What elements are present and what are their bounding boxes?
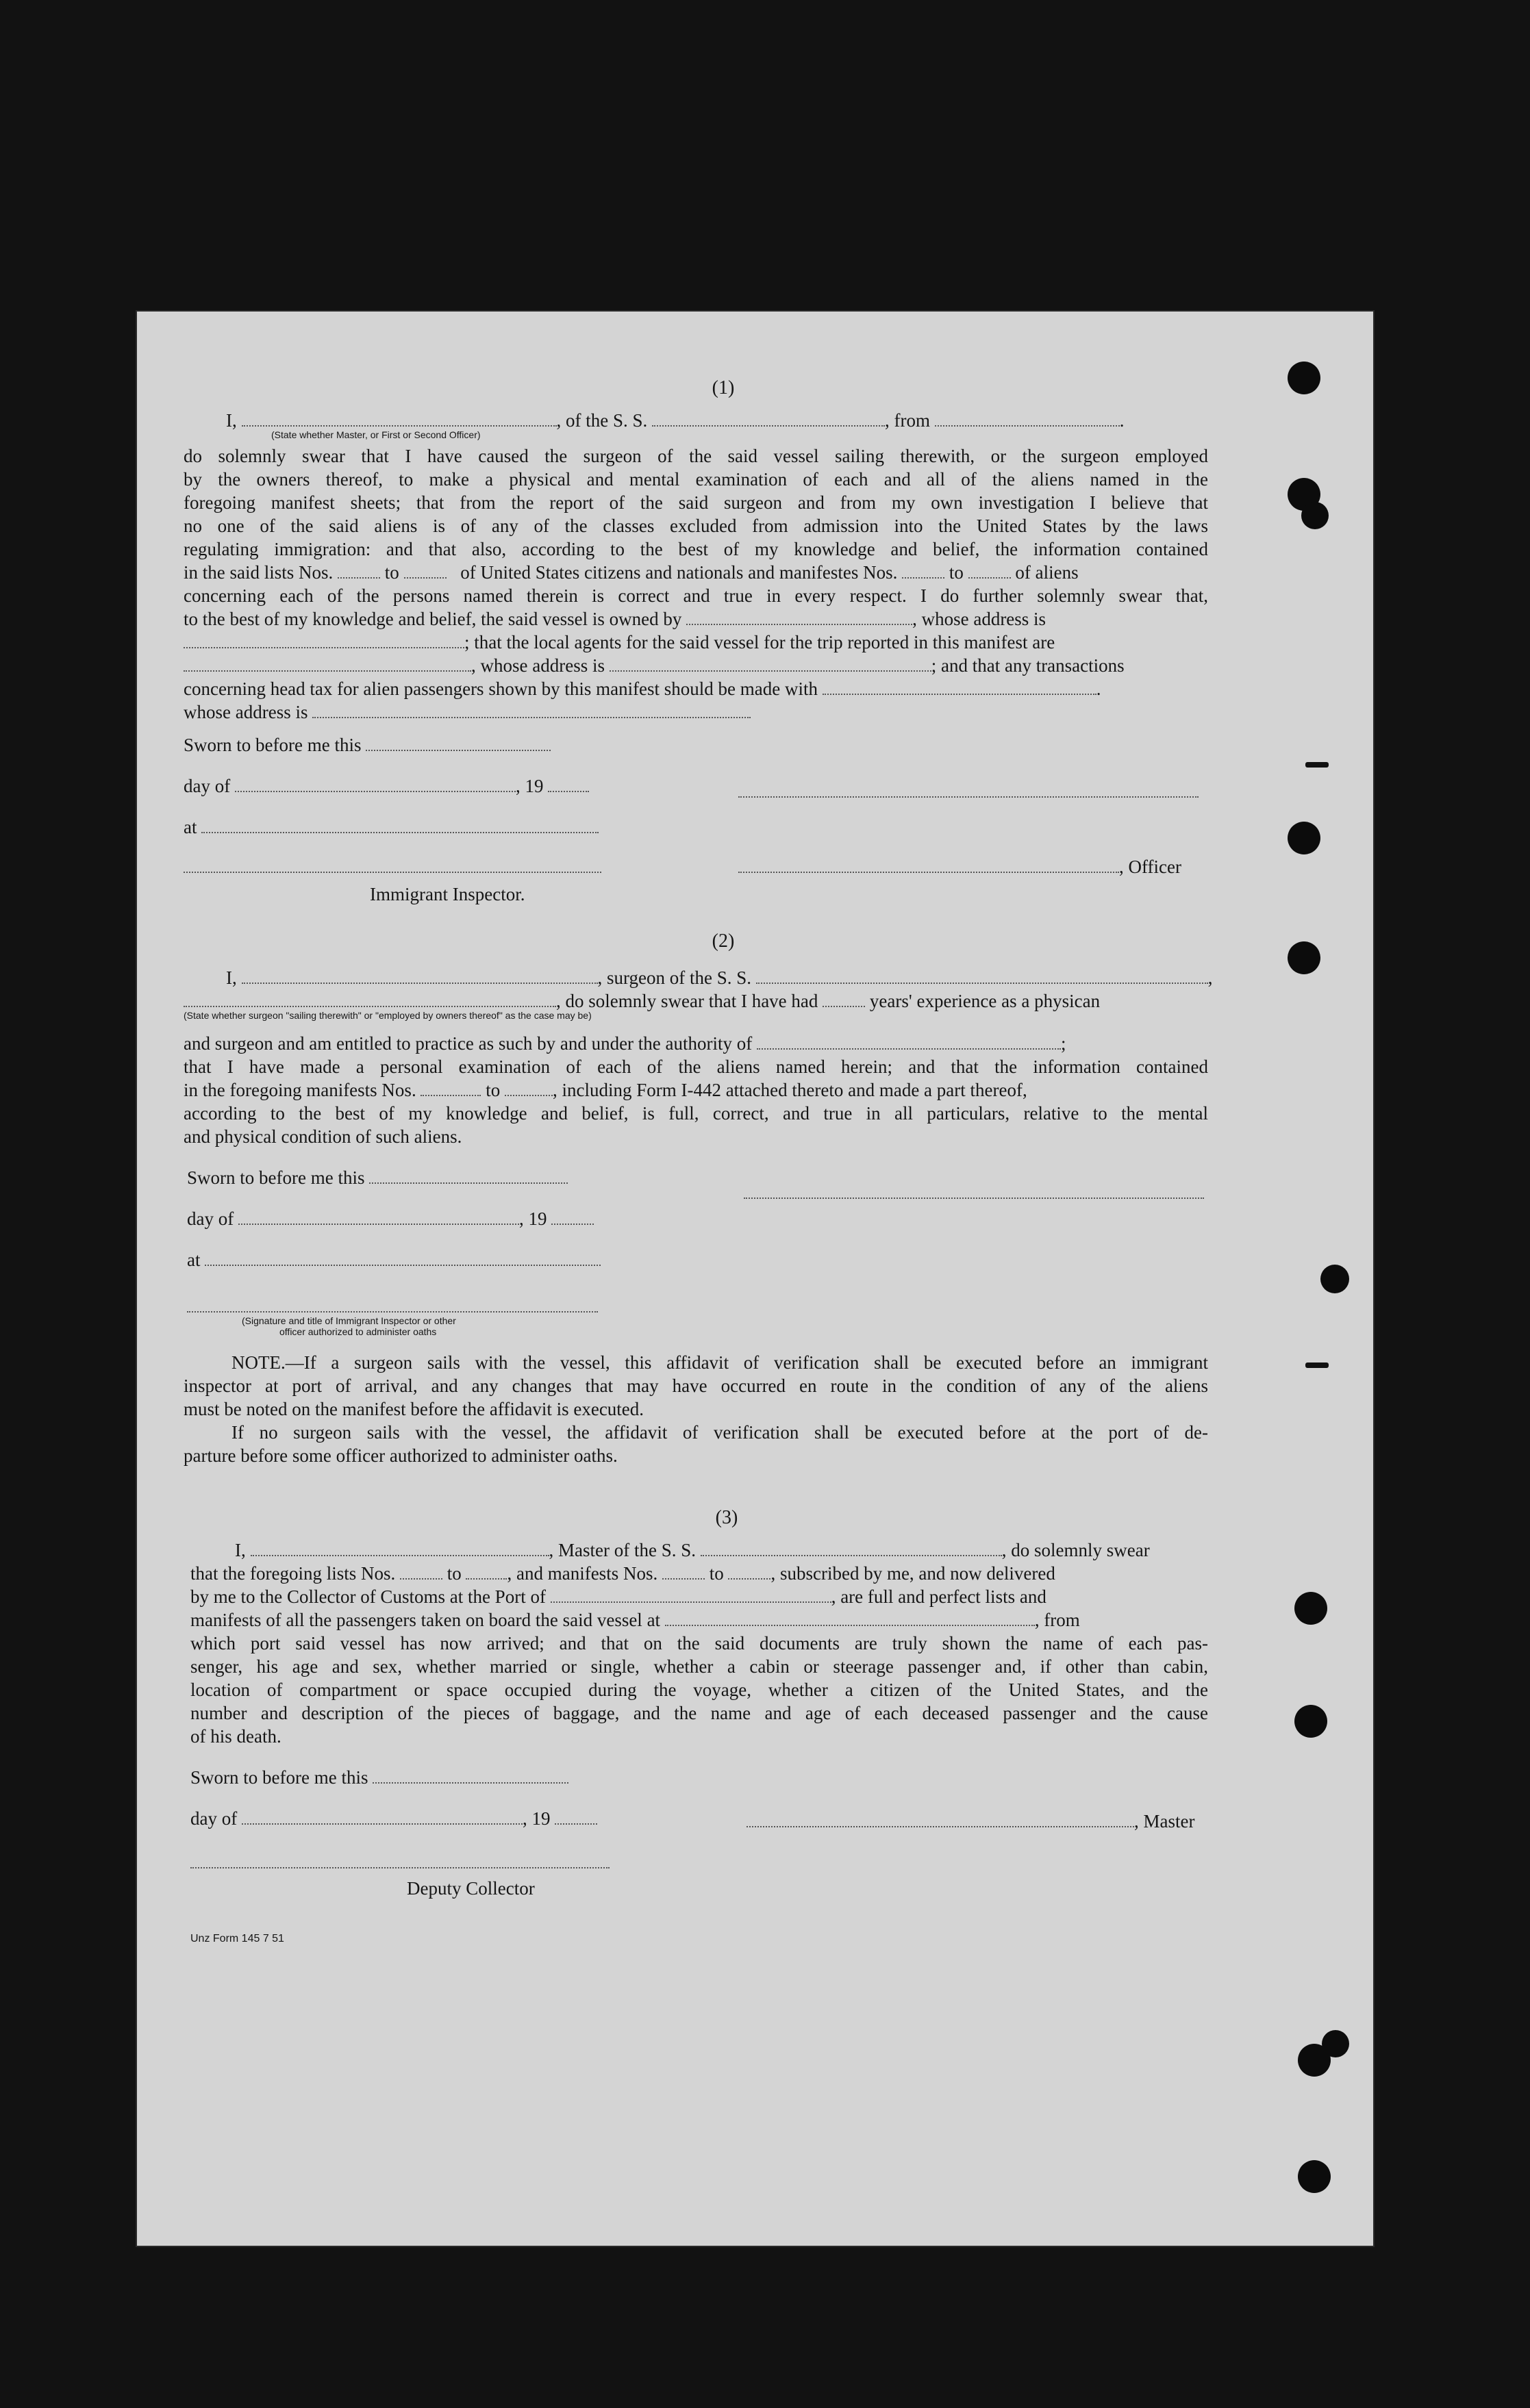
text-owned-by: to the best of my knowledge and belief, the said vessel is owned by bbox=[184, 609, 682, 629]
text-of-aliens: of aliens bbox=[1015, 562, 1079, 583]
text-of-ss: , of the S. S. bbox=[556, 410, 648, 431]
officer-signature-line bbox=[738, 855, 1181, 878]
text-lists-nos: that the foregoing lists Nos. bbox=[190, 1563, 396, 1584]
body-line-authority bbox=[184, 1032, 1208, 1055]
section-2-body bbox=[184, 1032, 1208, 1148]
month-field[interactable] bbox=[235, 777, 516, 792]
manifests-to-field[interactable] bbox=[505, 1081, 553, 1096]
body-line: regulating immigration: and that also, according to the best of my knowledge and belief, the information contained bbox=[184, 539, 1208, 559]
signature-hint-2: officer authorized to administer oaths bbox=[279, 1326, 437, 1337]
body-line: senger, his age and sex, whether married or single, whether a cabin or steerage passenger and, if other than cabin, bbox=[190, 1656, 1208, 1677]
from-port-field[interactable] bbox=[935, 411, 1120, 427]
section-3-signatures bbox=[184, 1766, 1208, 1916]
owner-address-field[interactable] bbox=[184, 633, 464, 648]
form-content bbox=[184, 377, 1213, 1945]
text-i: I, bbox=[226, 410, 237, 431]
body-line: of his death. bbox=[190, 1726, 281, 1747]
text-to: to bbox=[447, 1563, 462, 1584]
body-line-taken-at bbox=[190, 1608, 1208, 1632]
text-subscribed: , subscribed by me, and now delivered bbox=[770, 1563, 1055, 1584]
manifests-from-field[interactable] bbox=[662, 1564, 705, 1580]
note-line: must be noted on the manifest before the affidavit is executed. bbox=[184, 1399, 644, 1419]
body-line: concerning each of the persons named therein is correct and true in every respect. I do further solemnly swear that, bbox=[184, 585, 1208, 606]
month-field[interactable] bbox=[238, 1210, 519, 1225]
surgeon-name-field[interactable] bbox=[242, 969, 598, 984]
text-period: . bbox=[1119, 410, 1125, 431]
text-master-of-ss: , Master of the S. S. bbox=[549, 1540, 696, 1560]
text-manifests-nos: of United States citizens and nationals and manifestes Nos. bbox=[460, 562, 898, 583]
body-line: and physical condition of such aliens. bbox=[184, 1126, 462, 1147]
body-line-nos bbox=[184, 1078, 1208, 1102]
section-3-line-1 bbox=[184, 1538, 1208, 1562]
punch-hole-decoration bbox=[1320, 1265, 1349, 1293]
body-line: which port said vessel has now arrived; and that on the said documents are truly shown the name of each pas- bbox=[190, 1633, 1208, 1653]
text-lists-nos: in the said lists Nos. bbox=[184, 562, 334, 583]
lists-to-field[interactable] bbox=[404, 563, 447, 579]
body-line-port bbox=[190, 1585, 1208, 1608]
agents-field[interactable] bbox=[184, 657, 471, 672]
manifests-from-field[interactable] bbox=[421, 1081, 481, 1096]
note-line: If no surgeon sails with the vessel, the affidavit of verification shall be executed before at the port of de- bbox=[231, 1422, 1208, 1443]
text-local-agents: ; that the local agents for the said vessel for the trip reported in this manifest are bbox=[464, 632, 1055, 652]
punch-hole-decoration bbox=[1301, 502, 1329, 529]
punch-hole-decoration bbox=[1288, 941, 1320, 974]
section-2-line-1 bbox=[184, 966, 1213, 989]
manifest-page bbox=[137, 312, 1373, 2246]
day-of-line bbox=[184, 774, 589, 798]
body-line: do solemnly swear that I have caused the surgeon of the said vessel sailing therewith, or the surgeon employed bbox=[184, 446, 1208, 466]
year-field[interactable] bbox=[555, 1810, 597, 1825]
vessel-name-field[interactable] bbox=[701, 1541, 1002, 1556]
body-line: location of compartment or space occupied during the voyage, whether a citizen of the United States, and the bbox=[190, 1680, 1208, 1700]
text-to: to bbox=[709, 1563, 724, 1584]
text-i: I, bbox=[235, 1540, 246, 1560]
surgeon-status-field[interactable] bbox=[184, 992, 556, 1007]
authority-field[interactable] bbox=[757, 1035, 1061, 1050]
body-line: by the owners thereof, to make a physical and mental examination of each and all of the aliens named in the bbox=[184, 469, 1208, 490]
text-sworn: Sworn to before me this bbox=[184, 735, 362, 755]
text-sworn: Sworn to before me this bbox=[187, 1167, 365, 1188]
section-1-body bbox=[184, 444, 1208, 724]
note-line: NOTE.—If a surgeon sails with the vessel, this affidavit of verification shall be executed before an immigrant bbox=[231, 1352, 1208, 1373]
at-line bbox=[187, 1248, 601, 1271]
port-field[interactable] bbox=[551, 1588, 831, 1603]
month-field[interactable] bbox=[242, 1810, 523, 1825]
text-officer: , Officer bbox=[1119, 857, 1181, 877]
body-line-owned bbox=[184, 607, 1208, 631]
section-2-number: (2) bbox=[712, 930, 735, 952]
sworn-line bbox=[184, 733, 551, 757]
punch-mark-decoration bbox=[1305, 1363, 1329, 1368]
signature-hint-1: (Signature and title of Immigrant Inspector or other bbox=[242, 1315, 456, 1326]
text-including-form: , including Form I-442 attached thereto and made a part thereof, bbox=[552, 1080, 1027, 1100]
body-line-lists bbox=[190, 1562, 1208, 1585]
deputy-label: Deputy Collector bbox=[407, 1878, 535, 1899]
text-to: to bbox=[486, 1080, 501, 1100]
note-line: inspector at port of arrival, and any changes that may have occurred en route in the condition of any of the aliens bbox=[184, 1376, 1208, 1396]
text-years-experience: years' experience as a physican bbox=[869, 991, 1101, 1011]
section-3-number: (3) bbox=[715, 1507, 738, 1528]
section-2-signatures bbox=[184, 1166, 1208, 1351]
text-year: , 19 bbox=[515, 776, 544, 796]
body-line: foregoing manifest sheets; that from the report of the said surgeon and from my own investigation I believe that bbox=[184, 492, 1208, 513]
section-2-line-2 bbox=[184, 989, 1208, 1013]
text-sworn: Sworn to before me this bbox=[190, 1767, 368, 1788]
text-surgeon-of-ss: , surgeon of the S. S. bbox=[597, 967, 752, 988]
inspector-label: Immigrant Inspector. bbox=[370, 884, 525, 904]
year-field[interactable] bbox=[551, 1210, 594, 1225]
manifests-to-field[interactable] bbox=[968, 563, 1011, 579]
section-1-signatures bbox=[184, 733, 1208, 939]
master-signature-field[interactable] bbox=[747, 1812, 1134, 1827]
sworn-line bbox=[190, 1766, 568, 1789]
surgeon-signature-line[interactable] bbox=[744, 1196, 1204, 1199]
years-field[interactable] bbox=[823, 992, 865, 1007]
place-field[interactable] bbox=[205, 1251, 601, 1266]
text-to: to bbox=[949, 562, 964, 583]
agent-address-field[interactable] bbox=[610, 657, 931, 672]
text-taken-on-board: manifests of all the passengers taken on board the said vessel at bbox=[190, 1610, 661, 1630]
sworn-date-field[interactable] bbox=[366, 736, 551, 751]
section-3-body bbox=[184, 1562, 1208, 1748]
section-2-surgeon-hint: (State whether surgeon "sailing therewith" or "employed by owners thereof" as the case may be) bbox=[184, 1010, 592, 1021]
note-block bbox=[184, 1351, 1208, 1467]
punch-hole-decoration bbox=[1322, 2030, 1349, 2057]
place-field[interactable] bbox=[201, 818, 599, 833]
lists-to-field[interactable] bbox=[466, 1564, 507, 1580]
text-semicolon: ; bbox=[1061, 1033, 1066, 1054]
day-of-line bbox=[190, 1807, 597, 1830]
master-signature-line bbox=[747, 1810, 1194, 1833]
embark-port-field[interactable] bbox=[665, 1611, 1035, 1626]
vessel-name-field[interactable] bbox=[756, 969, 1208, 984]
day-of-line bbox=[187, 1207, 594, 1230]
text-whose-address: , whose address is bbox=[471, 655, 605, 676]
punch-hole-decoration bbox=[1288, 362, 1320, 394]
text-whose-address-is: whose address is bbox=[184, 702, 308, 722]
body-line-headtax bbox=[184, 677, 1208, 700]
body-line: that I have made a personal examination of each of the aliens named herein; and that the information contained bbox=[184, 1056, 1208, 1077]
head-tax-party-field[interactable] bbox=[823, 680, 1096, 695]
officer-name-field[interactable] bbox=[242, 411, 557, 427]
note-line: parture before some officer authorized to administer oaths. bbox=[184, 1445, 618, 1466]
inspector-signature-line[interactable] bbox=[184, 870, 601, 873]
text-solemnly-swear: , do solemnly swear bbox=[1001, 1540, 1150, 1560]
lists-from-field[interactable] bbox=[400, 1564, 442, 1580]
sworn-date-field[interactable] bbox=[373, 1769, 568, 1784]
at-line bbox=[184, 815, 599, 839]
body-line-agents bbox=[184, 631, 1208, 654]
text-head-tax: concerning head tax for alien passengers shown by this manifest should be made with bbox=[184, 679, 818, 699]
sworn-line bbox=[187, 1166, 568, 1189]
text-manifests-nos: , and manifests Nos. bbox=[507, 1563, 658, 1584]
text-from: , from bbox=[885, 410, 930, 431]
punch-mark-decoration bbox=[1305, 762, 1329, 768]
section-1-officer-hint: (State whether Master, or First or Second Officer) bbox=[271, 429, 481, 440]
text-to: to bbox=[384, 562, 399, 583]
section-1-line-1 bbox=[184, 409, 1208, 432]
text-transactions: ; and that any transactions bbox=[931, 655, 1125, 676]
body-line: number and description of the pieces of baggage, and the name and age of each deceased passenger and the cause bbox=[190, 1703, 1208, 1723]
text-full-lists: , are full and perfect lists and bbox=[831, 1586, 1046, 1607]
officer-title-line[interactable] bbox=[738, 795, 1199, 798]
text-master: , Master bbox=[1134, 1811, 1195, 1832]
text-comma: , bbox=[1207, 967, 1213, 988]
sworn-date-field[interactable] bbox=[369, 1169, 568, 1184]
text-period: . bbox=[1096, 679, 1101, 699]
section-1-number: (1) bbox=[712, 377, 735, 398]
body-line-nos bbox=[184, 561, 1208, 584]
text-manifests-nos: in the foregoing manifests Nos. bbox=[184, 1080, 416, 1100]
text-day-of: day of bbox=[184, 776, 231, 796]
punch-hole-decoration bbox=[1288, 822, 1320, 854]
text-authority: and surgeon and am entitled to practice as such by and under the authority of bbox=[184, 1033, 753, 1054]
text-year: , 19 bbox=[522, 1808, 551, 1829]
text-collector-port: by me to the Collector of Customs at the Port of bbox=[190, 1586, 546, 1607]
punch-hole-decoration bbox=[1298, 2160, 1331, 2193]
punch-hole-decoration bbox=[1294, 1705, 1327, 1738]
text-at: at bbox=[187, 1250, 201, 1270]
body-line-agent-address bbox=[184, 654, 1208, 677]
inspector-signature-line[interactable] bbox=[187, 1310, 598, 1313]
head-tax-address-field[interactable] bbox=[312, 703, 751, 718]
text-day-of: day of bbox=[190, 1808, 238, 1829]
vessel-name-field[interactable] bbox=[652, 411, 885, 427]
body-line: no one of the said aliens is of any of the classes excluded from admission into the United States by the laws bbox=[184, 516, 1208, 536]
text-i: I, bbox=[226, 967, 237, 988]
text-from: , from bbox=[1034, 1610, 1080, 1630]
officer-signature-field[interactable] bbox=[738, 858, 1119, 873]
body-line: according to the best of my knowledge and belief, is full, correct, and true in all particulars, relative to the mental bbox=[184, 1103, 1208, 1124]
manifests-to-field[interactable] bbox=[728, 1564, 770, 1580]
master-name-field[interactable] bbox=[251, 1541, 549, 1556]
text-solemnly-swear: , do solemnly swear that I have had bbox=[556, 991, 818, 1011]
lists-from-field[interactable] bbox=[338, 563, 380, 579]
owner-field[interactable] bbox=[686, 610, 912, 625]
punch-hole-decoration bbox=[1294, 1592, 1327, 1625]
text-year: , 19 bbox=[518, 1208, 547, 1229]
year-field[interactable] bbox=[548, 777, 589, 792]
text-day-of: day of bbox=[187, 1208, 234, 1229]
form-number: Unz Form 145 7 51 bbox=[190, 1933, 284, 1944]
manifests-from-field[interactable] bbox=[902, 563, 944, 579]
body-line-address bbox=[184, 700, 1208, 724]
deputy-signature-line[interactable] bbox=[190, 1866, 610, 1868]
text-at: at bbox=[184, 817, 197, 837]
text-whose-address: , whose address is bbox=[912, 609, 1046, 629]
